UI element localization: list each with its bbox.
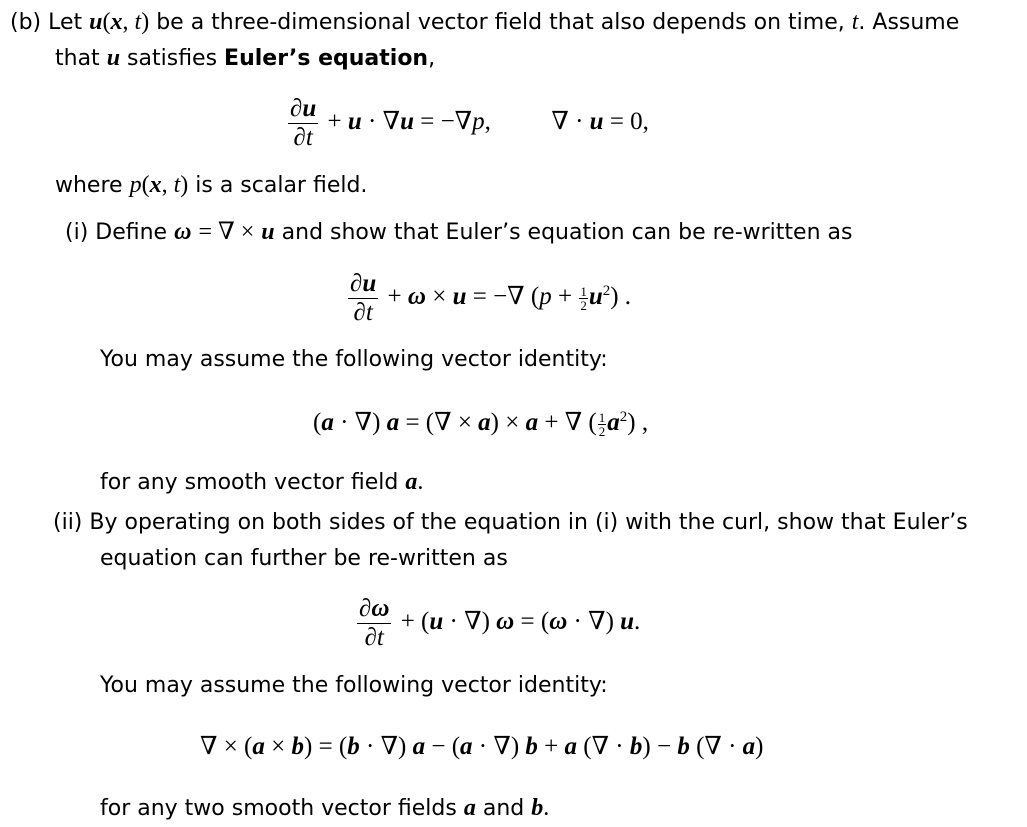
part-ii-forany: for any two smooth vector fields a and b. bbox=[100, 795, 550, 821]
fraction-du-dt: $\frac{\partial u}{\partial t}$ bbox=[290, 95, 317, 151]
vorticity-equation: $\frac{\partial\omega}{\partial t}$ + (u · ∇) ω = (ω · ∇) u. bbox=[359, 595, 641, 651]
eulers-equation-term: Euler’s equation bbox=[224, 46, 429, 71]
part-b-line-2: that u satisfies Euler’s equation, bbox=[55, 45, 436, 71]
part-i-forany: for any smooth vector field a. bbox=[100, 469, 424, 495]
euler-equation: $\frac{\partial u}{\partial t}$ + u · ∇u = −∇p, ∇ · u = 0, bbox=[290, 95, 649, 151]
vector-identity-1: (a · ∇) a = (∇ × a) × a + ∇ ( $\frac{1}{2}$ $a^2$) , bbox=[313, 409, 649, 439]
part-i-label: (i) bbox=[65, 220, 89, 245]
vector-identity-2: ∇ × (a × b) = (b · ∇) a − (a · ∇) b + a (∇ · b) − b (∇ · a) bbox=[200, 733, 764, 760]
part-ii-line-1: (ii) By operating on both sides of the equation in (i) with the curl, show that Euler’s bbox=[53, 510, 968, 535]
rewritten-euler-equation: $\frac{\partial u}{\partial t}$ + ω × u = −∇ (p + $\frac{1}{2}$ $u^2$) . bbox=[350, 270, 632, 326]
part-b-label: (b) bbox=[10, 10, 42, 35]
part-b-line-1: (b) Let u(x, t) be a three-dimensional vector field that also depends on time, t. Assume bbox=[10, 9, 960, 35]
where-line: where p(x, t) is a scalar field. bbox=[55, 172, 368, 198]
part-ii-assume: You may assume the following vector identity: bbox=[100, 673, 608, 698]
part-ii-label: (ii) bbox=[53, 510, 83, 535]
part-i-assume: You may assume the following vector identity: bbox=[100, 347, 608, 372]
part-ii-line-2: equation can further be re-written as bbox=[100, 546, 508, 571]
part-i-line: (i) Define ω = ∇ × u and show that Euler’s equation can be re-written as bbox=[65, 219, 853, 245]
